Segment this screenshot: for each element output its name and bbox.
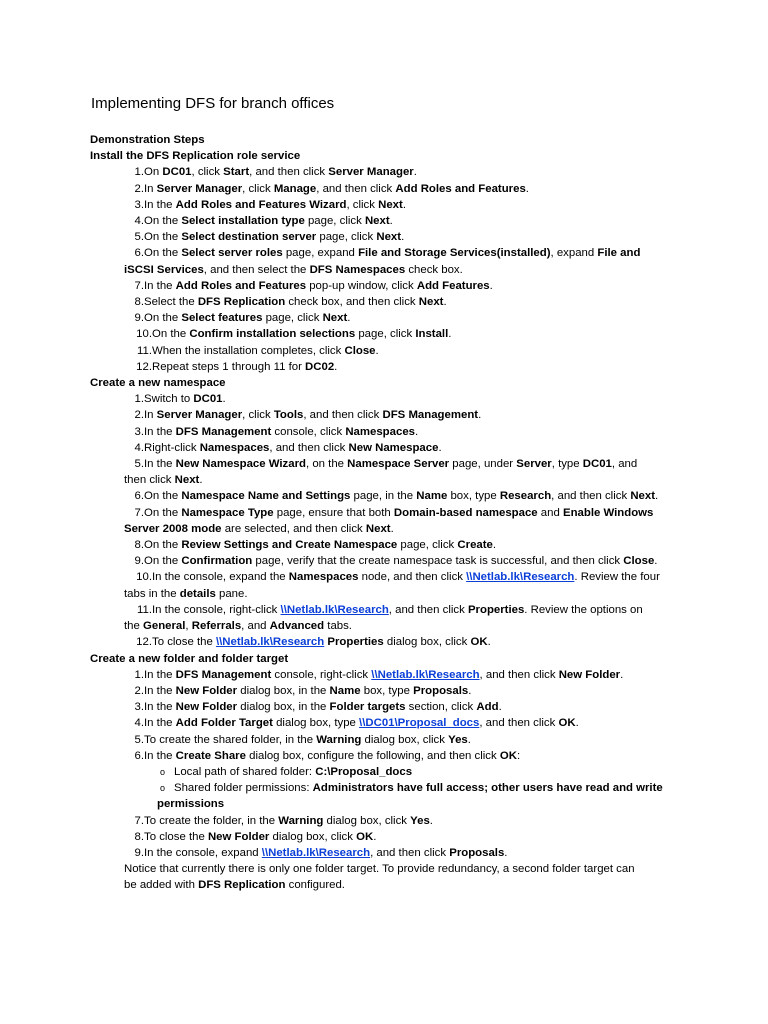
bullet-item: o Local path of shared folder: C:\Proposal_docs: [90, 764, 690, 780]
install-step-10: [90, 326, 690, 342]
step-text: To create the shared folder, in the Warning dialog box, click Yes.: [144, 733, 471, 746]
step-number: 9.: [134, 555, 144, 568]
bullet-item: o Shared folder permissions: Administrators have full access; other users have read and write: [90, 780, 690, 796]
namespace-step-10: [90, 569, 690, 585]
step-text: In the New Namespace Wizard, on the Namespace Server page, under Server, type DC01, and: [144, 458, 638, 471]
namespace-step-4: [90, 440, 690, 456]
step-text: Select the DFS Replication check box, and then click Next.: [144, 296, 447, 309]
namespace-step-9: [90, 553, 690, 569]
step-number: 10.: [136, 571, 152, 584]
note-paragraph-line-2: be added with DFS Replication configured.: [124, 879, 345, 892]
step-number: 2.: [134, 182, 144, 195]
note-paragraph: Notice that currently there is only one folder target. To provide redundancy, a second folder target can: [124, 863, 635, 876]
section-title: Demonstration Steps: [90, 134, 205, 146]
step-number: 6.: [134, 247, 144, 260]
step-number: 7.: [134, 814, 144, 827]
step-text: Repeat steps 1 through 11 for DC02.: [152, 360, 338, 373]
research-link[interactable]: \\Netlab.lk\Research: [215, 636, 325, 649]
install-step-5: [90, 229, 690, 245]
install-step-6-continuation: iSCSI Services, and then select the DFS Namespaces check box.: [124, 263, 463, 276]
step-text: In the DFS Management console, right-click \\Netlab.lk\Research, and then click New Folder.: [144, 668, 624, 681]
research-link[interactable]: \\Netlab.lk\Research: [371, 668, 480, 681]
step-number: 12.: [136, 360, 152, 373]
step-text: On the Select installation type page, click Next.: [144, 215, 393, 228]
step-number: 3.: [134, 425, 144, 438]
step-text: When the installation completes, click Close.: [152, 344, 379, 357]
step-number: 6.: [134, 490, 144, 503]
step-number: 12.: [136, 636, 152, 649]
namespace-step-2: [90, 407, 690, 423]
install-step-1: [90, 164, 690, 180]
step-number: 3.: [134, 701, 144, 714]
step-text: On the Namespace Type page, ensure that both Domain-based namespace and Enable Windows: [144, 506, 654, 519]
namespace-step-5: [90, 456, 690, 472]
step-number: 8.: [134, 539, 144, 552]
step-text: To create the folder, in the Warning dialog box, click Yes.: [144, 814, 433, 827]
step-number: 8.: [134, 296, 144, 309]
install-step-4: [90, 213, 690, 229]
folder-step-7: [90, 813, 690, 829]
step-text: In the DFS Management console, click Namespaces.: [144, 425, 419, 438]
bullet-continuation: permissions: [157, 798, 225, 811]
research-link[interactable]: \\Netlab.lk\Research: [261, 846, 371, 859]
install-step-3: [90, 197, 690, 213]
step-text: In Server Manager, click Tools, and then click DFS Management.: [144, 409, 482, 422]
namespace-step-11-continuation: the General, Referrals, and Advanced tabs.: [124, 620, 352, 633]
namespace-step-12: [90, 634, 690, 650]
folder-step-3: [90, 699, 690, 715]
document-body: [90, 132, 690, 894]
step-text: In the Add Roles and Features Wizard, click Next.: [144, 198, 406, 211]
step-number: 4.: [134, 717, 144, 730]
namespace-step-3: [90, 424, 690, 440]
install-step-9: [90, 310, 690, 326]
step-number: 2.: [134, 409, 144, 422]
step-text: To close the New Folder dialog box, click OK.: [144, 830, 377, 843]
folder-step-2: [90, 683, 690, 699]
step-number: 9.: [134, 846, 144, 859]
step-number: 2.: [134, 684, 144, 697]
install-step-7: [90, 278, 690, 294]
step-number: 5.: [134, 231, 144, 244]
namespace-step-8: [90, 537, 690, 553]
namespace-step-7-continuation: Server 2008 mode are selected, and then click Next.: [124, 522, 394, 535]
step-text: In the console, expand the Namespaces node, and then click \\Netlab.lk\Research. Review the four: [152, 571, 660, 584]
namespace-step-11: [90, 602, 690, 618]
step-number: 1.: [134, 668, 144, 681]
step-text: Right-click Namespaces, and then click New Namespace.: [144, 441, 442, 454]
step-number: 4.: [134, 441, 144, 454]
proposal-docs-link[interactable]: \\DC01\Proposal_docs: [359, 717, 480, 730]
step-text: In the console, right-click \\Netlab.lk\Research, and then click Properties. Review the options on: [152, 603, 643, 616]
namespace-step-6: [90, 488, 690, 504]
step-text: On DC01, click Start, and then click Server Manager.: [144, 166, 417, 179]
step-text: In the Add Folder Target dialog box, type \\DC01\Proposal_docs, and then click OK.: [144, 717, 579, 730]
step-text: On the Select features page, click Next.: [144, 312, 351, 325]
step-number: 7.: [134, 279, 144, 292]
step-number: 11.: [137, 603, 152, 616]
folder-step-4: [90, 715, 690, 731]
step-text: In the Add Roles and Features pop-up window, click Add Features.: [144, 279, 493, 292]
step-number: 10.: [136, 328, 152, 341]
bullet-marker: o: [160, 783, 166, 794]
step-number: 3.: [134, 198, 144, 211]
folder-heading: Create a new folder and folder target: [90, 652, 289, 665]
folder-steps: [90, 667, 690, 894]
step-text: On the Select server roles page, expand File and Storage Services(installed), expand File and: [144, 247, 641, 260]
namespace-step-1: [90, 391, 690, 407]
step-number: 4.: [134, 215, 144, 228]
step-text: On the Confirm installation selections page, click Install.: [152, 328, 452, 341]
folder-step-1: [90, 667, 690, 683]
step-text: In the New Folder dialog box, in the Name box, type Proposals.: [144, 684, 472, 697]
step-text: In the New Folder dialog box, in the Folder targets section, click Add.: [144, 701, 502, 714]
step-text: On the Namespace Name and Settings page, in the Name box, type Research, and then click Next.: [144, 490, 659, 503]
step-text: In the Create Share dialog box, configure the following, and then click OK:: [144, 749, 521, 762]
install-step-2: [90, 181, 690, 197]
namespace-step-7: [90, 505, 690, 521]
folder-step-8: [90, 829, 690, 845]
folder-step-9: [90, 845, 690, 861]
install-step-11: [90, 343, 690, 359]
step-number: 5.: [134, 733, 144, 746]
bullet-marker: o: [160, 766, 166, 777]
step-text: Switch to DC01.: [144, 393, 226, 406]
install-step-6: [90, 245, 690, 261]
step-text: In the console, expand \\Netlab.lk\Research, and then click Proposals.: [144, 846, 508, 859]
install-heading: Install the DFS Replication role service: [90, 150, 301, 163]
folder-step-5: [90, 732, 690, 748]
install-step-12: [90, 359, 690, 375]
step-number: 5.: [134, 458, 144, 471]
research-link[interactable]: \\Netlab.lk\Research: [466, 571, 575, 584]
step-number: 1.: [134, 393, 144, 406]
step-text: On the Review Settings and Create Namespace page, click Create.: [144, 539, 497, 552]
namespace-step-10-continuation: tabs in the details pane.: [124, 587, 248, 600]
step-text: On the Confirmation page, verify that the create namespace task is successful, and then click Close.: [144, 555, 658, 568]
install-steps: [90, 164, 690, 375]
folder-step-6: [90, 748, 690, 764]
step-text: In Server Manager, click Manage, and then click Add Roles and Features.: [144, 182, 529, 195]
step-number: 7.: [134, 506, 144, 519]
step-text: On the Select destination server page, click Next.: [144, 231, 405, 244]
step-number: 8.: [134, 830, 144, 843]
step-number: 6.: [134, 749, 144, 762]
step-text: To close the \\Netlab.lk\Research Properties dialog box, click OK.: [152, 636, 491, 649]
namespace-step-5-continuation: then click Next.: [124, 474, 203, 487]
step-number: 1.: [134, 166, 144, 179]
step-number: 9.: [134, 312, 144, 325]
research-link[interactable]: \\Netlab.lk\Research: [280, 603, 389, 616]
namespace-heading: Create a new namespace: [90, 377, 226, 390]
step-number: 11.: [137, 344, 152, 357]
install-step-8: [90, 294, 690, 310]
namespace-steps: [90, 391, 690, 650]
document-title: Implementing DFS for branch offices: [91, 95, 335, 112]
